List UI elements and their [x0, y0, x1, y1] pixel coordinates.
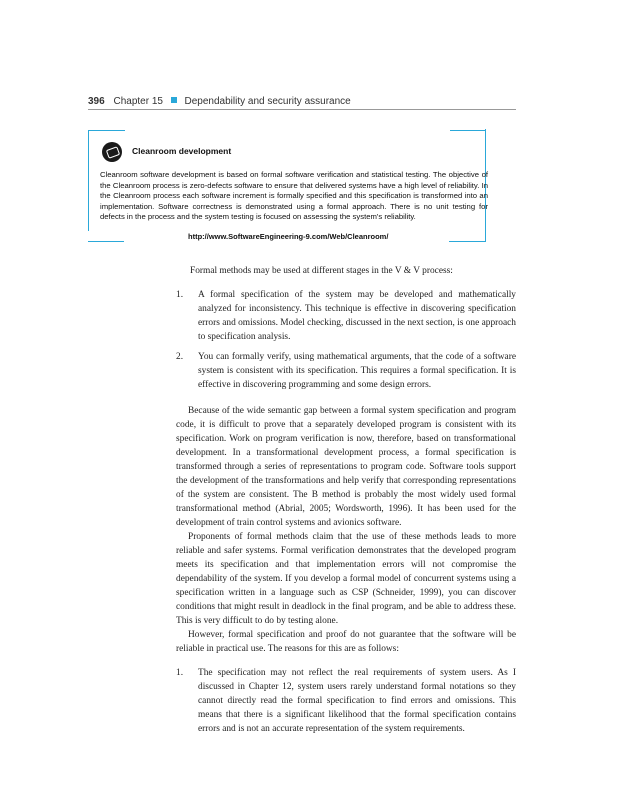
box-url-link[interactable]: http://www.SoftwareEngineering-9.com/Web/Cleanroom/	[188, 232, 389, 241]
list-item	[176, 666, 516, 736]
reasons-list	[176, 666, 516, 736]
paragraph: However, formal specification and proof do not guarantee that the software will be reliable in practical use. The reasons for this are as follows:	[176, 630, 516, 654]
section-title: Dependability and security assurance	[184, 96, 351, 107]
verification-stages-list	[176, 288, 516, 392]
list-text: You can formally verify, using mathematical arguments, that the code of a software system is consistent with its specification. This requires a formal specification. It is effective in discovering programming and some design errors.	[198, 352, 516, 390]
running-header	[88, 96, 516, 110]
list-number: 2.	[176, 352, 184, 362]
main-text	[176, 264, 516, 748]
intro-paragraph: Formal methods may be used at different stages in the V & V process:	[190, 266, 453, 276]
list-item	[176, 350, 516, 392]
page-number: 396	[88, 96, 105, 107]
list-number: 1.	[176, 290, 184, 300]
paragraph: Proponents of formal methods claim that the use of these methods leads to more reliable and safer systems. Formal verification demonstrates that the developed program meets its specification and that implementation errors will not compromise the dependability of the system. If you develop a formal model of concurrent systems using a specification written in a language such as CSP (Schneider, 1999), you can discover conditions that might result in deadlock in the final program, and be able to address these. This is very difficult to do by testing alone.	[176, 532, 516, 626]
box-body: Cleanroom software development is based on formal software verification and statistical testing. The objective of the Cleanroom process is zero-defects software to ensure that delivered systems have a high level of reliability. In the Cleanroom process each software increment is formally specified and this specification is transformed into an implementation. Software correctness is demonstrated using a formal approach. There is no unit testing for defects in the process and the system testing is focused on assessing the system's reliability.	[100, 170, 488, 222]
list-text: A formal specification of the system may be developed and mathematically analyzed for inconsistency. This technique is effective in discovering specification errors and omissions. Model checking, discussed in the next section, is one approach to specification analysis.	[198, 290, 516, 342]
box-title: Cleanroom development	[132, 146, 232, 156]
list-item	[176, 288, 516, 344]
list-text: The specification may not reflect the real requirements of system users. As I discussed in Chapter 12, system users rarely understand formal notations so they cannot directly read the formal specification to find errors and omissions. This means that there is a significant likelihood that the formal specification contains errors and is not an accurate representation of the system requirements.	[198, 668, 516, 734]
square-bullet-icon	[171, 97, 177, 103]
box-corner-bottom-left	[88, 241, 124, 242]
paragraph: Because of the wide semantic gap between a formal system specification and program code, it is difficult to prove that a separately developed program is consistent with its specification. Work on program verification is now, therefore, based on transformational development. In a transformational development process, a formal specification is transformed through a series of representations to program code. Software tools support the development of the transformations and help verify that corresponding representations of the system are consistent. The B method is probably the most widely used formal transformational method (Abrial, 2005; Wordsworth, 1996). It has been used for the development of train control systems and avionics software.	[176, 406, 516, 528]
list-number: 1.	[176, 668, 184, 678]
web-link-icon	[102, 142, 122, 162]
chapter-label: Chapter 15	[113, 96, 163, 107]
sidebar-box	[88, 130, 486, 242]
